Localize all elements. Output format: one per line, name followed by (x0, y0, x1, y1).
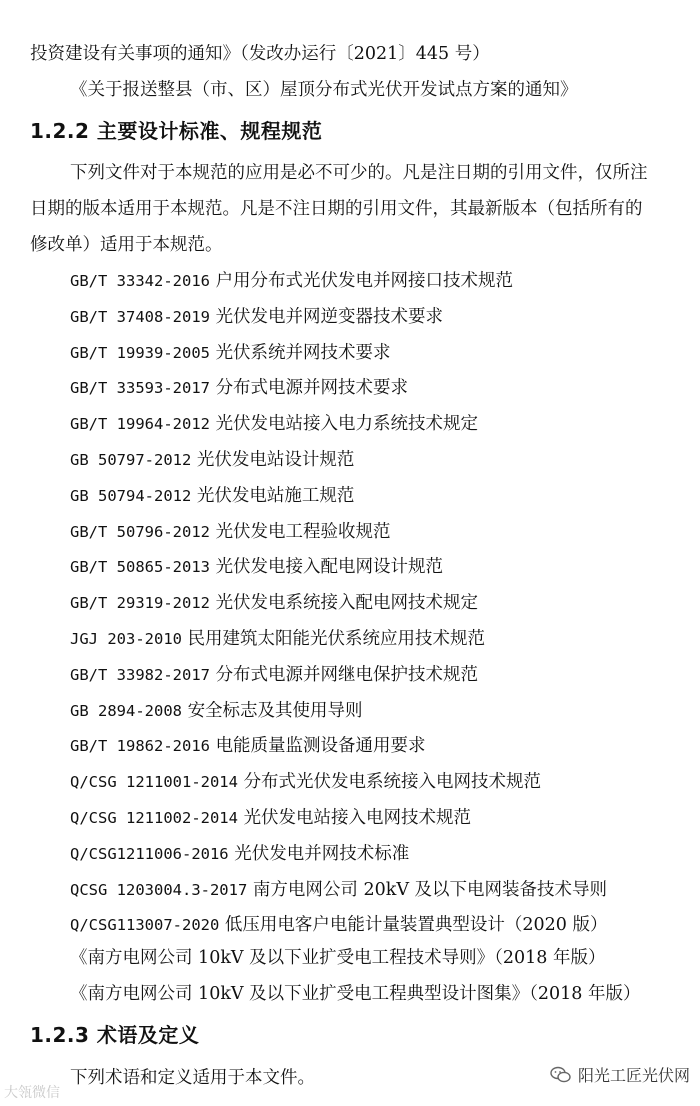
standard-item (70, 736, 426, 756)
standard-item (70, 629, 485, 649)
watermark-right (550, 1063, 690, 1086)
watermark-right-text: 阳光工匠光伏网 (577, 1066, 690, 1085)
paragraph-notice-continued: 投资建设有关事项的通知》（发改办运行〔2021〕445 号） (30, 44, 490, 64)
standard-title: 安全标志及其使用导则 (187, 700, 363, 721)
standard-code: GB/T 37408-2019 (70, 307, 210, 326)
standard-title: 光伏发电工程验收规范 (215, 521, 391, 542)
watermark-left-text: 大瓴微信 (4, 1085, 60, 1101)
standard-code: GB/T 19939-2005 (70, 343, 210, 362)
standard-title: 光伏发电并网技术标准 (234, 843, 410, 864)
standard-item (70, 271, 513, 291)
standard-title: 分布式电源并网技术要求 (215, 378, 409, 399)
intro-paragraph-line-3: 修改单）适用于本规范。 (30, 235, 223, 255)
standard-item (70, 880, 607, 900)
standard-title: 光伏发电站施工规范 (196, 485, 355, 506)
standard-title: 光伏发电站接入电力系统技术规定 (215, 414, 479, 435)
standard-item (70, 772, 541, 792)
standard-code: Q/CSG113007-2020 (70, 916, 220, 935)
intro-paragraph-line-2: 日期的版本适用于本规范。凡是不注日期的引用文件，其最新版本（包括所有的 (30, 199, 643, 219)
reference-technical-guideline: 《南方电网公司 10kV 及以下业扩受电工程技术导则》（2018 年版） (70, 948, 606, 968)
intro-paragraph-line-1: 下列文件对于本规范的应用是必不可少的。凡是注日期的引用文件，仅所注 (70, 163, 648, 183)
standard-item (70, 522, 391, 542)
wechat-icon (550, 1066, 572, 1084)
standard-item (70, 808, 471, 828)
standard-code: GB 2894-2008 (70, 701, 182, 720)
standard-code: GB/T 50865-2013 (70, 558, 210, 577)
standard-item (70, 557, 443, 577)
standard-item (70, 450, 354, 470)
standard-title: 分布式光伏发电系统接入电网技术规范 (243, 772, 542, 793)
standard-item (70, 414, 478, 434)
standard-title: 民用建筑太阳能光伏系统应用技术规范 (187, 629, 486, 649)
standard-title: 光伏发电站设计规范 (196, 450, 355, 470)
section-heading-1-2-3: 1.2.3 术语及定义 (30, 1023, 200, 1047)
standard-code: GB/T 33342-2016 (70, 272, 210, 290)
standard-code: GB/T 50796-2012 (70, 522, 210, 541)
standard-code: Q/CSG1211006-2016 (70, 844, 229, 863)
standard-item (70, 378, 408, 398)
standard-code: JGJ 203-2010 (70, 630, 182, 648)
standard-code: GB/T 19862-2016 (70, 737, 210, 756)
standard-code: Q/CSG 1211002-2014 (70, 809, 238, 827)
section-heading-1-2-2: 1.2.2 主要设计标准、规程规范 (30, 119, 323, 143)
standard-item (70, 343, 391, 363)
standard-title: 分布式电源并网继电保护技术规范 (215, 664, 479, 685)
watermark-left (4, 1082, 60, 1102)
standard-item (70, 844, 409, 864)
standard-code: GB/T 33982-2017 (70, 665, 210, 684)
standard-title: 南方电网公司 20kV 及以下电网装备技术导则 (252, 879, 608, 900)
standard-item (70, 915, 608, 935)
standard-item (70, 307, 443, 327)
standard-code: GB/T 33593-2017 (70, 379, 210, 398)
standard-code: GB/T 29319-2012 (70, 594, 210, 613)
standard-title: 光伏发电系统接入配电网技术规定 (215, 593, 479, 614)
standard-code: QCSG 1203004.3-2017 (70, 880, 248, 899)
standard-title: 光伏发电站接入电网技术规范 (243, 808, 472, 828)
standard-title: 低压用电客户电能计量装置典型设计（2020 版） (224, 915, 608, 936)
standard-title: 电能质量监测设备通用要求 (215, 736, 426, 757)
standard-title: 光伏发电并网逆变器技术要求 (215, 306, 444, 327)
standard-item (70, 593, 478, 613)
standard-code: GB 50794-2012 (70, 486, 192, 505)
standard-title: 户用分布式光伏发电并网接口技术规范 (215, 271, 514, 291)
standard-item (70, 665, 478, 685)
reference-typical-design-atlas: 《南方电网公司 10kV 及以下业扩受电工程典型设计图集》（2018 年版） (70, 984, 641, 1004)
terms-intro-paragraph: 下列术语和定义适用于本文件。 (70, 1068, 315, 1088)
standard-item (70, 701, 363, 721)
standard-title: 光伏发电接入配电网设计规范 (215, 557, 444, 578)
standard-code: GB/T 19964-2012 (70, 415, 210, 434)
standard-title: 光伏系统并网技术要求 (215, 342, 391, 363)
standard-code: GB 50797-2012 (70, 451, 192, 469)
standard-code: Q/CSG 1211001-2014 (70, 773, 238, 792)
standard-item (70, 486, 354, 506)
paragraph-notice-title: 《关于报送整县（市、区）屋顶分布式光伏开发试点方案的通知》 (70, 80, 578, 100)
